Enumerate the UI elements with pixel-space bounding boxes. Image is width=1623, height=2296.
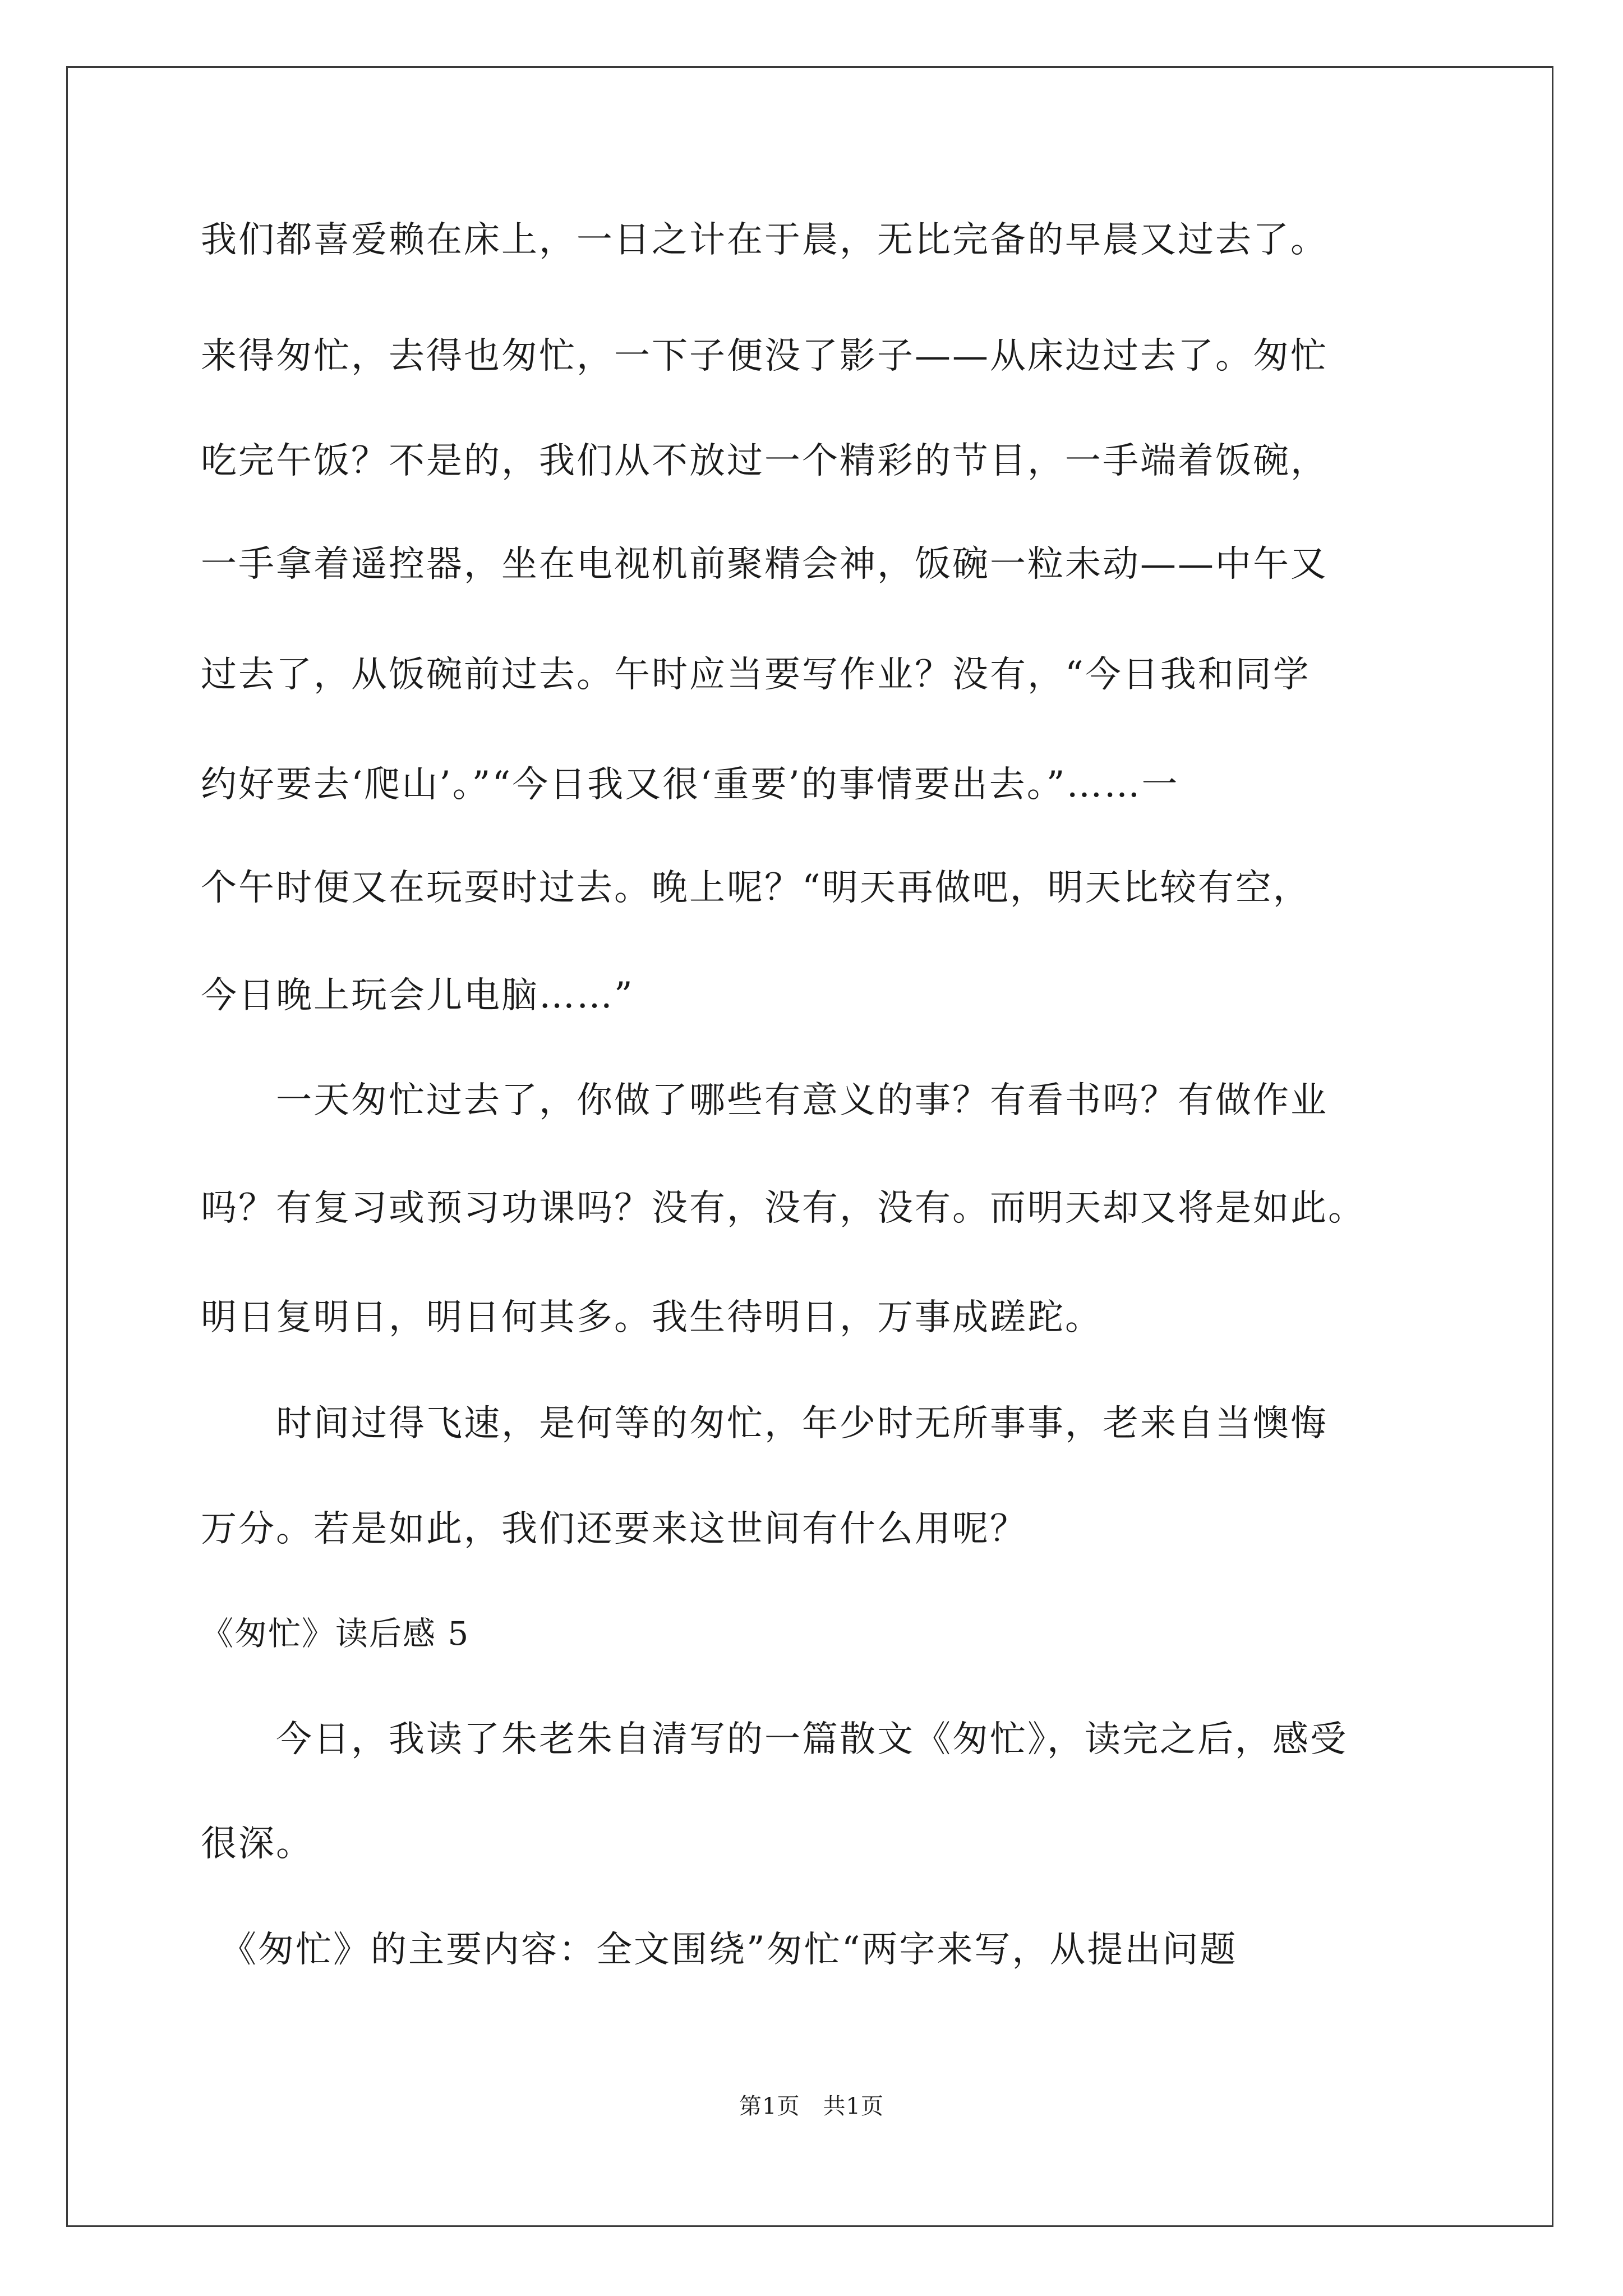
body-line-9: 一天匆忙过去了，你做了哪些有意义的事？有看书吗？有做作业: [201, 1080, 1328, 1121]
body-line-10: 吗？有复习或预习功课吗？没有，没有，没有。而明天却又将是如此。: [201, 1188, 1366, 1229]
body-line-12: 时间过得飞速，是何等的匆忙，年少时无所事事，老来自当懊悔: [201, 1403, 1328, 1444]
section-heading: 《匆忙》读后感 5: [201, 1614, 470, 1653]
body-line-1: 我们都喜爱赖在床上，一日之计在于晨，无比完备的早晨又过去了。: [201, 219, 1328, 261]
body-line-13: 万分。若是如此，我们还要来这世间有什么用呢？: [201, 1508, 1027, 1550]
body-line-3: 吃完午饭？不是的，我们从不放过一个精彩的节目，一手端着饭碗，: [201, 440, 1328, 482]
body-line-2: 来得匆忙，去得也匆忙，一下子便没了影子——从床边过去了。匆忙: [201, 335, 1328, 377]
body-line-5: 过去了，从饭碗前过去。午时应当要写作业？没有，“今日我和同学: [201, 654, 1311, 696]
body-line-4: 一手拿着遥控器，坐在电视机前聚精会神，饭碗一粒未动——中午又: [201, 544, 1328, 585]
body-line-16: 很深。: [201, 1823, 313, 1865]
body-line-15: 今日，我读了朱老朱自清写的一篇散文《匆忙》，读完之后，感受: [201, 1719, 1348, 1760]
body-line-6: 约好要去‘爬山’。”“今日我又很‘重要’的事情要出去。”……一: [201, 764, 1179, 806]
body-line-17: 《匆忙》的主要内容：全文围绕”匆忙“两字来写，从提出问题: [201, 1929, 1238, 1971]
body-line-8: 今日晚上玩会儿电脑……”: [201, 975, 634, 1016]
body-line-11: 明日复明日，明日何其多。我生待明日，万事成蹉跎。: [201, 1297, 1103, 1338]
page-footer: 第1页 共1页: [739, 2093, 884, 2119]
page-border: [66, 66, 1553, 2227]
body-line-7: 个午时便又在玩耍时过去。晚上呢？“明天再做吧，明天比较有空，: [201, 867, 1311, 909]
